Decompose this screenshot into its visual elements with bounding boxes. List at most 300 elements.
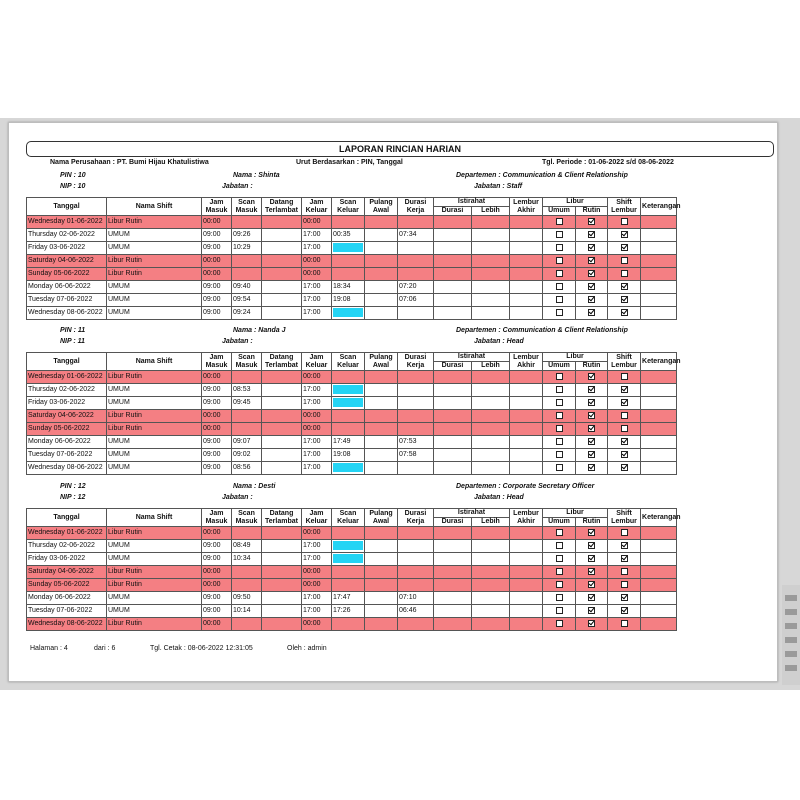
cell-shift: Libur Rutin xyxy=(107,423,202,436)
cell-keterangan xyxy=(641,527,677,540)
cell-jam-masuk: 00:00 xyxy=(202,268,232,281)
col-istirahat: Istirahat xyxy=(434,198,510,207)
col-date: Tanggal xyxy=(27,509,107,527)
cell-shift-lembur xyxy=(608,242,641,255)
col-durasi-kerja: Durasi Kerja xyxy=(398,509,434,527)
cell-durasi-kerja xyxy=(398,242,434,255)
table-row xyxy=(27,294,793,307)
cell-libur-umum xyxy=(543,605,576,618)
cell-jam-keluar: 17:00 xyxy=(302,397,332,410)
cell-scan-masuk: 09:26 xyxy=(232,229,262,242)
col-jam-masuk: Jam Masuk xyxy=(202,353,232,371)
cell-date: Thursday 02-06-2022 xyxy=(27,540,107,553)
cell-libur-umum xyxy=(543,566,576,579)
cell-scan-masuk xyxy=(232,423,262,436)
employee-nip: NIP : 10 xyxy=(60,183,86,190)
rutin-checkbox xyxy=(588,218,595,225)
col-lembur-akhir: Lembur Akhir xyxy=(510,353,543,371)
cell-keterangan xyxy=(641,579,677,592)
cell-shift-lembur xyxy=(608,592,641,605)
cell-lembur-akhir xyxy=(510,423,543,436)
cell-scan-keluar: 17:47 xyxy=(332,592,365,605)
cell-istirahat-lebih xyxy=(472,294,510,307)
cell-lembur-akhir xyxy=(510,410,543,423)
cell-durasi-kerja: 07:06 xyxy=(398,294,434,307)
cell-libur-rutin xyxy=(576,397,608,410)
rutin-checkbox xyxy=(588,451,595,458)
cell-pulang-awal xyxy=(365,592,398,605)
cell-scan-keluar xyxy=(332,397,365,410)
cell-istirahat-lebih xyxy=(472,462,510,475)
cell-jam-masuk: 00:00 xyxy=(202,410,232,423)
cell-lembur-akhir xyxy=(510,527,543,540)
cell-scan-keluar xyxy=(332,410,365,423)
shift-lembur-checkbox xyxy=(621,270,628,277)
cell-libur-rutin xyxy=(576,384,608,397)
cell-pulang-awal xyxy=(365,294,398,307)
cell-scan-keluar xyxy=(332,242,365,255)
cell-libur-umum xyxy=(543,527,576,540)
cell-shift-lembur xyxy=(608,307,641,320)
cell-istirahat-lebih xyxy=(472,527,510,540)
attendance-table xyxy=(26,352,793,475)
cell-shift-lembur xyxy=(608,216,641,229)
cell-istirahat-lebih xyxy=(472,553,510,566)
cell-date: Tuesday 07-06-2022 xyxy=(27,605,107,618)
cell-date: Friday 03-06-2022 xyxy=(27,553,107,566)
cell-scan-masuk: 09:40 xyxy=(232,281,262,294)
shift-lembur-checkbox xyxy=(621,451,628,458)
table-row xyxy=(27,527,793,540)
cell-keterangan xyxy=(641,307,677,320)
cell-pulang-awal xyxy=(365,255,398,268)
table-row xyxy=(27,371,793,384)
rutin-checkbox xyxy=(588,399,595,406)
cell-datang-terlambat xyxy=(262,384,302,397)
missing-scan-marker xyxy=(333,541,363,550)
col-shift-name: Nama Shift xyxy=(107,353,202,371)
cell-datang-terlambat xyxy=(262,423,302,436)
shift-lembur-checkbox xyxy=(621,386,628,393)
cell-istirahat-lebih xyxy=(472,592,510,605)
cell-libur-rutin xyxy=(576,540,608,553)
cell-lembur-akhir xyxy=(510,449,543,462)
col-shift-name: Nama Shift xyxy=(107,509,202,527)
col-shift-lembur: Shift Lembur xyxy=(608,353,641,371)
cell-istirahat-durasi xyxy=(434,462,472,475)
cell-date: Saturday 04-06-2022 xyxy=(27,255,107,268)
cell-scan-keluar: 17:26 xyxy=(332,605,365,618)
cell-durasi-kerja xyxy=(398,384,434,397)
col-shift-name: Nama Shift xyxy=(107,198,202,216)
cell-date: Thursday 02-06-2022 xyxy=(27,229,107,242)
col-durasi-kerja: Durasi Kerja xyxy=(398,353,434,371)
cell-scan-masuk: 10:34 xyxy=(232,553,262,566)
cell-scan-masuk: 09:24 xyxy=(232,307,262,320)
cell-durasi-kerja xyxy=(398,579,434,592)
cell-istirahat-lebih xyxy=(472,255,510,268)
table-row xyxy=(27,229,793,242)
cell-scan-masuk: 10:14 xyxy=(232,605,262,618)
cell-scan-masuk: 08:49 xyxy=(232,540,262,553)
cell-istirahat-lebih xyxy=(472,397,510,410)
cell-shift: UMUM xyxy=(107,449,202,462)
cell-datang-terlambat xyxy=(262,307,302,320)
cell-jam-masuk: 00:00 xyxy=(202,216,232,229)
employee-department: Departemen : Corporate Secretary Officer xyxy=(456,483,595,490)
cell-datang-terlambat xyxy=(262,462,302,475)
col-istirahat-lebih: Lebih xyxy=(472,207,510,216)
umum-checkbox xyxy=(556,451,563,458)
col-datang-terlambat: Datang Terlambat xyxy=(262,509,302,527)
cell-jam-masuk: 00:00 xyxy=(202,423,232,436)
rutin-checkbox xyxy=(588,464,595,471)
cell-shift: UMUM xyxy=(107,540,202,553)
cell-jam-keluar: 00:00 xyxy=(302,216,332,229)
cell-scan-keluar xyxy=(332,462,365,475)
cell-istirahat-lebih xyxy=(472,618,510,631)
umum-checkbox xyxy=(556,607,563,614)
rutin-checkbox xyxy=(588,620,595,627)
rutin-checkbox xyxy=(588,425,595,432)
shift-lembur-checkbox xyxy=(621,218,628,225)
cell-lembur-akhir xyxy=(510,371,543,384)
cell-jam-masuk: 00:00 xyxy=(202,255,232,268)
cell-istirahat-lebih xyxy=(472,384,510,397)
cell-jam-keluar: 17:00 xyxy=(302,553,332,566)
cell-pulang-awal xyxy=(365,527,398,540)
cell-durasi-kerja: 07:58 xyxy=(398,449,434,462)
cell-datang-terlambat xyxy=(262,579,302,592)
cell-date: Sunday 05-06-2022 xyxy=(27,423,107,436)
cell-jam-keluar: 17:00 xyxy=(302,229,332,242)
cell-libur-rutin xyxy=(576,618,608,631)
rutin-checkbox xyxy=(588,412,595,419)
umum-checkbox xyxy=(556,373,563,380)
cell-pulang-awal xyxy=(365,216,398,229)
cell-lembur-akhir xyxy=(510,592,543,605)
cell-pulang-awal xyxy=(365,566,398,579)
umum-checkbox xyxy=(556,620,563,627)
cell-istirahat-lebih xyxy=(472,410,510,423)
cell-libur-rutin xyxy=(576,527,608,540)
cell-durasi-kerja xyxy=(398,268,434,281)
cell-durasi-kerja xyxy=(398,423,434,436)
cell-shift: UMUM xyxy=(107,384,202,397)
cell-scan-masuk xyxy=(232,527,262,540)
cell-libur-rutin xyxy=(576,371,608,384)
cell-shift-lembur xyxy=(608,268,641,281)
shift-lembur-checkbox xyxy=(621,438,628,445)
table-row xyxy=(27,384,793,397)
cell-istirahat-durasi xyxy=(434,255,472,268)
cell-lembur-akhir xyxy=(510,216,543,229)
cell-lembur-akhir xyxy=(510,268,543,281)
cell-durasi-kerja xyxy=(398,527,434,540)
rutin-checkbox xyxy=(588,607,595,614)
umum-checkbox xyxy=(556,464,563,471)
umum-checkbox xyxy=(556,555,563,562)
cell-date: Wednesday 08-06-2022 xyxy=(27,618,107,631)
employee-name: Nama : Nanda J xyxy=(233,327,286,334)
cell-datang-terlambat xyxy=(262,268,302,281)
cell-istirahat-durasi xyxy=(434,566,472,579)
cell-datang-terlambat xyxy=(262,527,302,540)
cell-istirahat-lebih xyxy=(472,242,510,255)
cell-libur-umum xyxy=(543,307,576,320)
cell-jam-masuk: 09:00 xyxy=(202,605,232,618)
cell-istirahat-durasi xyxy=(434,527,472,540)
cell-keterangan xyxy=(641,410,677,423)
cell-jam-keluar: 17:00 xyxy=(302,540,332,553)
cell-scan-keluar xyxy=(332,566,365,579)
cell-datang-terlambat xyxy=(262,294,302,307)
cell-libur-rutin xyxy=(576,216,608,229)
cell-libur-rutin xyxy=(576,449,608,462)
cell-istirahat-durasi xyxy=(434,216,472,229)
col-date: Tanggal xyxy=(27,198,107,216)
cell-date: Monday 06-06-2022 xyxy=(27,281,107,294)
cell-pulang-awal xyxy=(365,397,398,410)
cell-scan-keluar xyxy=(332,255,365,268)
cell-date: Monday 06-06-2022 xyxy=(27,436,107,449)
cell-jam-masuk: 09:00 xyxy=(202,307,232,320)
cell-lembur-akhir xyxy=(510,281,543,294)
cell-keterangan xyxy=(641,384,677,397)
printed-by: Oleh : admin xyxy=(287,645,327,652)
cell-libur-umum xyxy=(543,294,576,307)
col-shift-lembur: Shift Lembur xyxy=(608,198,641,216)
umum-checkbox xyxy=(556,257,563,264)
cell-jam-keluar: 17:00 xyxy=(302,294,332,307)
cell-istirahat-lebih xyxy=(472,229,510,242)
page-total: dari : 6 xyxy=(94,645,116,652)
cell-shift-lembur xyxy=(608,294,641,307)
cell-datang-terlambat xyxy=(262,242,302,255)
cell-jam-masuk: 09:00 xyxy=(202,540,232,553)
cell-lembur-akhir xyxy=(510,242,543,255)
col-scan-masuk: Scan Masuk xyxy=(232,509,262,527)
cell-jam-masuk: 00:00 xyxy=(202,527,232,540)
cell-shift-lembur xyxy=(608,255,641,268)
cell-datang-terlambat xyxy=(262,255,302,268)
cell-jam-keluar: 17:00 xyxy=(302,281,332,294)
cell-pulang-awal xyxy=(365,462,398,475)
cell-jam-masuk: 09:00 xyxy=(202,462,232,475)
cell-scan-keluar: 00:35 xyxy=(332,229,365,242)
shift-lembur-checkbox xyxy=(621,244,628,251)
cell-libur-rutin xyxy=(576,294,608,307)
col-lembur-akhir: Lembur Akhir xyxy=(510,198,543,216)
cell-shift-lembur xyxy=(608,566,641,579)
col-scan-masuk: Scan Masuk xyxy=(232,198,262,216)
missing-scan-marker xyxy=(333,385,363,394)
cell-scan-keluar xyxy=(332,371,365,384)
cell-keterangan xyxy=(641,281,677,294)
cell-istirahat-lebih xyxy=(472,216,510,229)
col-keterangan: Keterangan xyxy=(641,198,677,216)
col-jam-masuk: Jam Masuk xyxy=(202,198,232,216)
cell-date: Monday 06-06-2022 xyxy=(27,592,107,605)
cell-scan-keluar xyxy=(332,384,365,397)
employee-position: Jabatan : Staff xyxy=(474,183,523,190)
cell-lembur-akhir xyxy=(510,397,543,410)
cell-istirahat-lebih xyxy=(472,423,510,436)
col-libur-rutin: Rutin xyxy=(576,362,608,371)
cell-durasi-kerja xyxy=(398,540,434,553)
cell-pulang-awal xyxy=(365,436,398,449)
cell-libur-umum xyxy=(543,423,576,436)
cell-jam-keluar: 17:00 xyxy=(302,592,332,605)
cell-libur-umum xyxy=(543,242,576,255)
cell-istirahat-durasi xyxy=(434,605,472,618)
cell-libur-umum xyxy=(543,618,576,631)
umum-checkbox xyxy=(556,283,563,290)
cell-durasi-kerja xyxy=(398,462,434,475)
cell-shift: Libur Rutin xyxy=(107,527,202,540)
cell-shift: UMUM xyxy=(107,397,202,410)
cell-pulang-awal xyxy=(365,268,398,281)
cell-scan-keluar xyxy=(332,540,365,553)
cell-libur-rutin xyxy=(576,436,608,449)
cell-pulang-awal xyxy=(365,229,398,242)
cell-date: Wednesday 01-06-2022 xyxy=(27,527,107,540)
col-jam-keluar: Jam Keluar xyxy=(302,198,332,216)
col-scan-masuk: Scan Masuk xyxy=(232,353,262,371)
cell-pulang-awal xyxy=(365,618,398,631)
col-istirahat: Istirahat xyxy=(434,353,510,362)
cell-durasi-kerja xyxy=(398,371,434,384)
cell-jam-masuk: 09:00 xyxy=(202,397,232,410)
cell-scan-keluar: 19:08 xyxy=(332,294,365,307)
col-keterangan: Keterangan xyxy=(641,353,677,371)
cell-libur-rutin xyxy=(576,605,608,618)
cell-lembur-akhir xyxy=(510,255,543,268)
cell-istirahat-durasi xyxy=(434,592,472,605)
cell-jam-keluar: 17:00 xyxy=(302,462,332,475)
cell-scan-masuk xyxy=(232,268,262,281)
cell-jam-masuk: 00:00 xyxy=(202,618,232,631)
col-libur: Libur xyxy=(543,198,608,207)
cell-date: Friday 03-06-2022 xyxy=(27,397,107,410)
cell-date: Tuesday 07-06-2022 xyxy=(27,294,107,307)
umum-checkbox xyxy=(556,296,563,303)
cell-scan-keluar xyxy=(332,268,365,281)
cell-shift: UMUM xyxy=(107,605,202,618)
table-row xyxy=(27,216,793,229)
cell-datang-terlambat xyxy=(262,605,302,618)
cell-durasi-kerja: 07:34 xyxy=(398,229,434,242)
cell-keterangan xyxy=(641,229,677,242)
table-row xyxy=(27,268,793,281)
cell-date: Friday 03-06-2022 xyxy=(27,242,107,255)
cell-libur-umum xyxy=(543,462,576,475)
cell-jam-keluar: 17:00 xyxy=(302,605,332,618)
cell-keterangan xyxy=(641,371,677,384)
cell-keterangan xyxy=(641,255,677,268)
cell-keterangan xyxy=(641,436,677,449)
cell-scan-keluar xyxy=(332,618,365,631)
employee-name: Nama : Desti xyxy=(233,483,276,490)
cell-libur-umum xyxy=(543,449,576,462)
cell-datang-terlambat xyxy=(262,553,302,566)
missing-scan-marker xyxy=(333,463,363,472)
cell-shift-lembur xyxy=(608,397,641,410)
rutin-checkbox xyxy=(588,257,595,264)
cell-istirahat-durasi xyxy=(434,307,472,320)
cell-shift-lembur xyxy=(608,436,641,449)
rutin-checkbox xyxy=(588,283,595,290)
cell-istirahat-durasi xyxy=(434,229,472,242)
cell-libur-rutin xyxy=(576,592,608,605)
cell-libur-umum xyxy=(543,410,576,423)
cell-durasi-kerja xyxy=(398,553,434,566)
cell-libur-umum xyxy=(543,255,576,268)
cell-keterangan xyxy=(641,540,677,553)
cell-durasi-kerja xyxy=(398,618,434,631)
cell-scan-masuk: 09:02 xyxy=(232,449,262,462)
umum-checkbox xyxy=(556,386,563,393)
rutin-checkbox xyxy=(588,309,595,316)
cell-libur-rutin xyxy=(576,579,608,592)
cell-date: Thursday 02-06-2022 xyxy=(27,384,107,397)
cell-lembur-akhir xyxy=(510,540,543,553)
col-libur-rutin: Rutin xyxy=(576,518,608,527)
table-row xyxy=(27,618,793,631)
cell-keterangan xyxy=(641,397,677,410)
cell-libur-umum xyxy=(543,553,576,566)
cell-pulang-awal xyxy=(365,307,398,320)
shift-lembur-checkbox xyxy=(621,309,628,316)
cell-scan-masuk: 10:29 xyxy=(232,242,262,255)
report-title: LAPORAN RINCIAN HARIAN xyxy=(26,141,774,157)
rutin-checkbox xyxy=(588,555,595,562)
cell-shift: Libur Rutin xyxy=(107,268,202,281)
shift-lembur-checkbox xyxy=(621,529,628,536)
rutin-checkbox xyxy=(588,296,595,303)
cell-date: Saturday 04-06-2022 xyxy=(27,566,107,579)
cell-shift: UMUM xyxy=(107,281,202,294)
col-pulang-awal: Pulang Awal xyxy=(365,198,398,216)
table-row xyxy=(27,281,793,294)
cell-jam-masuk: 00:00 xyxy=(202,371,232,384)
col-istirahat-durasi: Durasi xyxy=(434,207,472,216)
cell-jam-masuk: 09:00 xyxy=(202,384,232,397)
cell-shift: UMUM xyxy=(107,553,202,566)
cell-scan-keluar xyxy=(332,216,365,229)
rutin-checkbox xyxy=(588,581,595,588)
missing-scan-marker xyxy=(333,243,363,252)
table-row xyxy=(27,605,793,618)
missing-scan-marker xyxy=(333,308,363,317)
cell-lembur-akhir xyxy=(510,618,543,631)
col-istirahat-lebih: Lebih xyxy=(472,518,510,527)
umum-checkbox xyxy=(556,218,563,225)
col-istirahat-lebih: Lebih xyxy=(472,362,510,371)
cell-keterangan xyxy=(641,423,677,436)
attendance-table xyxy=(26,197,793,320)
cell-shift-lembur xyxy=(608,553,641,566)
cell-date: Wednesday 08-06-2022 xyxy=(27,307,107,320)
cell-istirahat-lebih xyxy=(472,540,510,553)
cell-scan-masuk: 09:45 xyxy=(232,397,262,410)
col-datang-terlambat: Datang Terlambat xyxy=(262,198,302,216)
cell-shift: Libur Rutin xyxy=(107,255,202,268)
table-row xyxy=(27,566,793,579)
table-row xyxy=(27,397,793,410)
shift-lembur-checkbox xyxy=(621,594,628,601)
cell-shift: UMUM xyxy=(107,294,202,307)
